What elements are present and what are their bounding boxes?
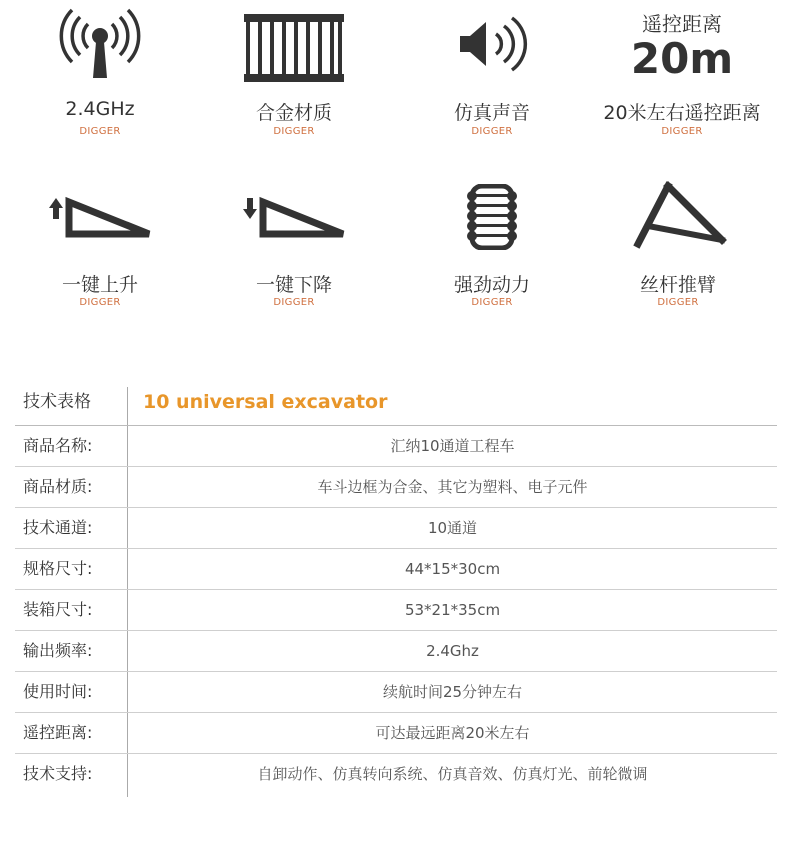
alloy-frame-icon [242,12,346,84]
feature-sub: DIGGER [657,297,699,308]
feature-sub: DIGGER [79,126,121,137]
spec-row-value: 10通道 [427,519,478,537]
spec-table [15,380,777,794]
spec-row-value: 53*21*35cm [404,601,501,619]
feature-sub: DIGGER [471,126,513,137]
track-icon [462,184,522,250]
spec-row-label: 使用时间: [23,682,93,701]
spec-row-value: 续航时间25分钟左右 [382,683,523,701]
spec-row-label: 规格尺寸: [23,559,93,578]
spec-row-label: 装箱尺寸: [23,600,93,619]
spec-row-value: 可达最远距离20米左右 [375,724,530,742]
signal-antenna-icon [55,8,145,88]
spec-row-value: 自卸动作、仿真转向系统、仿真音效、仿真灯光、前轮微调 [257,765,648,783]
table-row [15,549,777,590]
table-row [15,590,777,631]
feature-one-key-up [0,170,200,320]
feature-label: 强劲动力 [453,274,530,296]
feature-sub: DIGGER [79,297,121,308]
feature-sub: DIGGER [273,297,315,308]
table-row [15,508,777,549]
feature-sub: DIGGER [273,126,315,137]
feature-label: 2.4GHz [65,98,135,120]
spec-row-label: 遥控距离: [23,723,93,742]
spec-row-value: 44*15*30cm [404,560,501,578]
spec-row-value: 汇纳10通道工程车 [390,437,515,455]
feature-label: 一键下降 [255,274,332,296]
table-row [15,631,777,672]
table-row [15,467,777,508]
feature-sound [392,0,592,150]
remote-distance-title: 遥控距离 [642,12,722,36]
spec-row-label: 技术通道: [23,518,93,537]
feature-frequency [0,0,200,150]
feature-label: 仿真声音 [453,102,530,124]
feature-one-key-down [194,170,394,320]
spec-row-label: 输出频率: [23,641,93,660]
spec-row-value: 车斗边框为合金、其它为塑料、电子元件 [317,478,588,496]
spec-header-label: 技术表格 [23,392,91,412]
spec-header-title: 10 universal excavator [143,391,388,413]
spec-row-value: 2.4Ghz [426,642,479,660]
feature-label: 20米左右遥控距离 [603,102,761,124]
table-row [15,426,777,467]
feature-label: 合金材质 [255,102,332,124]
feature-grid [0,0,790,340]
speaker-icon [458,16,528,76]
remote-distance-value: 20m [630,34,734,83]
feature-screw-arm [578,170,778,320]
feature-alloy [194,0,394,150]
feature-sub: DIGGER [661,126,703,137]
feature-power [392,170,592,320]
table-row [15,672,777,713]
spec-row-label: 商品名称: [23,436,93,455]
feature-remote-distance [582,0,782,150]
feature-sub: DIGGER [471,297,513,308]
table-row [15,754,777,794]
spec-table-header [15,380,777,426]
spec-row-label: 技术支持: [23,764,93,783]
feature-label: 一键上升 [61,274,138,296]
table-row [15,713,777,754]
screw-arm-icon [630,180,730,250]
feature-label: 丝杆推臂 [639,274,716,296]
one-key-down-icon [239,184,349,244]
spec-row-label: 商品材质: [23,477,93,496]
one-key-up-icon [45,184,155,244]
